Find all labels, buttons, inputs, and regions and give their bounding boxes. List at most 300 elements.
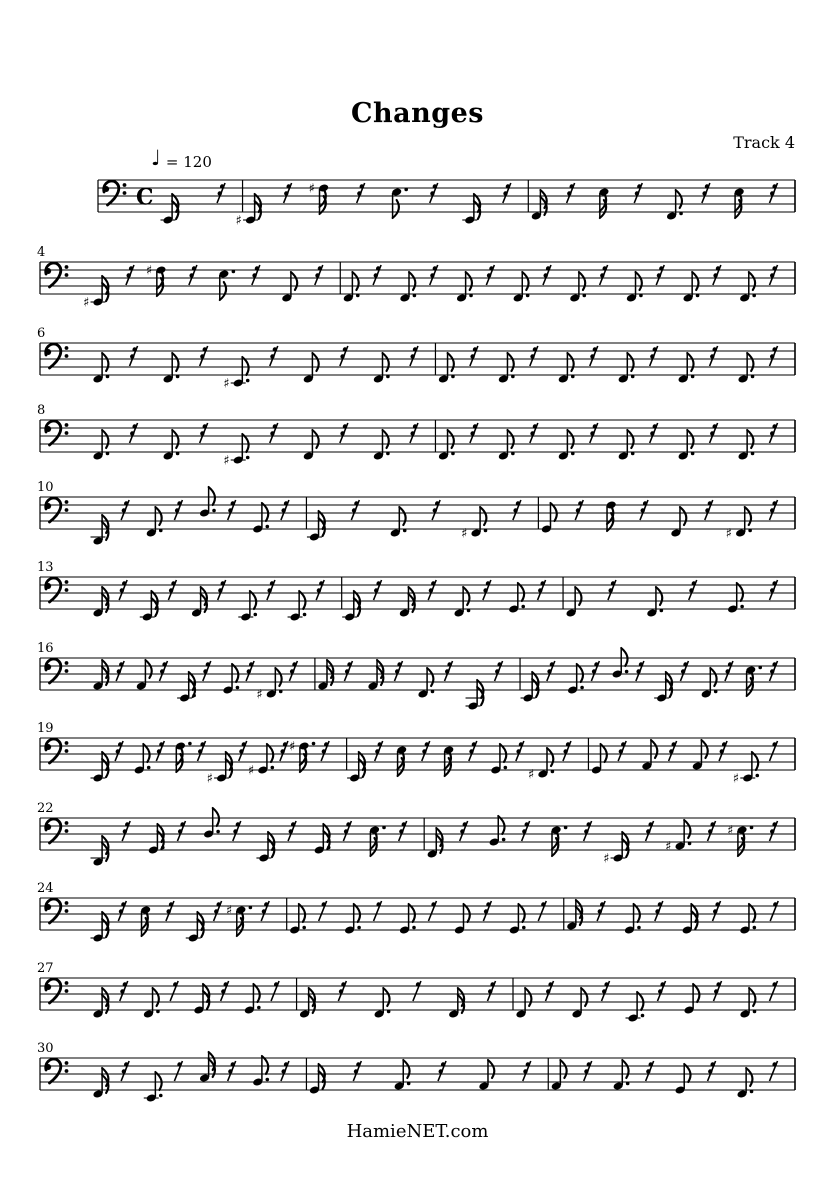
augmentation-dot bbox=[312, 742, 316, 746]
sixteenth-note-icon bbox=[734, 187, 745, 218]
eighth-note-icon bbox=[558, 353, 575, 384]
augmentation-dot bbox=[302, 926, 306, 930]
clef-curve bbox=[46, 819, 61, 843]
sixteenth-rest-icon bbox=[658, 981, 666, 1001]
sixteenth-rest-icon bbox=[543, 265, 551, 285]
note-flag bbox=[656, 587, 662, 605]
augmentation-dot bbox=[413, 294, 417, 298]
sixteenth-rest-icon bbox=[710, 423, 718, 443]
augmentation-dot bbox=[246, 456, 250, 460]
sixteenth-rest-icon bbox=[200, 423, 208, 443]
note-flag bbox=[466, 272, 472, 290]
augmentation-dot bbox=[188, 742, 192, 746]
sixteenth-rest-icon bbox=[590, 346, 598, 366]
note-flag bbox=[354, 904, 360, 922]
note-flag bbox=[680, 507, 686, 525]
eighth-note-icon bbox=[513, 272, 530, 303]
augmentation-dot bbox=[526, 294, 530, 298]
sixteenth-note-icon bbox=[531, 190, 547, 221]
sixteenth-rest-icon bbox=[503, 183, 511, 203]
staff-system bbox=[37, 961, 795, 1023]
clef-curve bbox=[46, 263, 61, 287]
augmentation-dot bbox=[451, 375, 455, 379]
note-flag bbox=[253, 984, 259, 1002]
sixteenth-note-icon bbox=[226, 904, 252, 937]
eighth-note-icon bbox=[373, 353, 390, 384]
note-flag bbox=[312, 353, 318, 371]
sixteenth-rest-icon bbox=[705, 500, 713, 520]
staff-system bbox=[37, 1041, 795, 1103]
eighth-rest-icon bbox=[770, 981, 778, 1001]
eighth-note-icon bbox=[613, 1060, 630, 1091]
sixteenth-rest-icon bbox=[177, 821, 185, 841]
eighth-note-icon bbox=[438, 353, 455, 384]
note-flag bbox=[143, 744, 149, 762]
sixteenth-note-icon bbox=[566, 900, 582, 931]
sharp-icon: ♯ bbox=[223, 453, 230, 469]
sixteenth-rest-icon bbox=[198, 741, 206, 761]
eighth-note-icon bbox=[478, 1060, 494, 1091]
augmentation-dot bbox=[679, 212, 683, 216]
note-flag bbox=[749, 988, 755, 1006]
sixteenth-rest-icon bbox=[567, 183, 575, 203]
sixteenth-rest-icon bbox=[280, 741, 288, 761]
eighth-rest-icon bbox=[170, 981, 178, 1001]
note-flag bbox=[567, 353, 573, 371]
staff-system bbox=[37, 326, 795, 392]
sharp-icon: ♯ bbox=[145, 263, 153, 279]
augmentation-dot bbox=[752, 294, 756, 298]
sixteenth-rest-icon bbox=[353, 1061, 361, 1081]
staff-system bbox=[37, 721, 795, 787]
sixteenth-rest-icon bbox=[394, 661, 402, 681]
sixteenth-rest-icon bbox=[174, 500, 182, 520]
augmentation-dot bbox=[266, 525, 270, 529]
augmentation-dot bbox=[751, 452, 755, 456]
note-flag bbox=[312, 430, 318, 448]
note-flag bbox=[749, 272, 755, 290]
eighth-note-icon bbox=[626, 992, 645, 1023]
sixteenth-rest-icon bbox=[116, 661, 124, 681]
note-flag bbox=[581, 988, 587, 1006]
note-flag bbox=[155, 507, 161, 525]
note-flag bbox=[275, 668, 281, 686]
note-flag bbox=[507, 353, 513, 371]
eighth-note-icon bbox=[144, 1072, 163, 1103]
bass-clef-icon bbox=[45, 1059, 68, 1083]
clef-curve bbox=[104, 181, 119, 205]
eighth-note-icon bbox=[143, 988, 160, 1019]
augmentation-dot bbox=[750, 826, 754, 830]
eighth-note-icon bbox=[391, 187, 408, 218]
eighth-note-icon bbox=[218, 269, 235, 300]
eighth-note-icon bbox=[163, 353, 180, 384]
augmentation-dot bbox=[412, 926, 416, 930]
eighth-note-icon bbox=[281, 272, 297, 303]
footer-site-label: HamieNET.com bbox=[346, 1121, 489, 1142]
sixteenth-note-icon bbox=[521, 672, 539, 703]
sixteenth-rest-icon bbox=[680, 661, 688, 681]
sixteenth-rest-icon bbox=[470, 423, 478, 443]
clef-dot bbox=[65, 1061, 69, 1065]
sixteenth-rest-icon bbox=[428, 580, 436, 600]
note-flag bbox=[627, 430, 633, 448]
note-flag bbox=[102, 353, 108, 371]
note-flag bbox=[693, 984, 699, 1002]
eighth-note-icon bbox=[390, 507, 407, 538]
sixteenth-rest-icon bbox=[281, 500, 289, 520]
staff-system bbox=[37, 641, 795, 711]
eighth-note-icon bbox=[738, 430, 755, 461]
eighth-note-icon bbox=[223, 434, 249, 469]
note-flag bbox=[209, 487, 215, 505]
sharp-icon: ♯ bbox=[206, 771, 213, 787]
note-flag bbox=[692, 272, 698, 290]
sixteenth-note-icon bbox=[256, 832, 274, 863]
augmentation-dot bbox=[407, 1082, 411, 1086]
note-flag bbox=[145, 660, 151, 678]
sixteenth-note-icon bbox=[551, 825, 568, 856]
sixteenth-rest-icon bbox=[214, 901, 222, 921]
clef-dot bbox=[65, 821, 69, 825]
eighth-note-icon bbox=[516, 988, 532, 1019]
sixteenth-note-icon bbox=[199, 1052, 215, 1083]
note-flag bbox=[403, 1060, 409, 1078]
note-flag bbox=[352, 272, 358, 290]
sixteenth-rest-icon bbox=[270, 423, 278, 443]
note-flag bbox=[622, 1060, 628, 1078]
sharp-icon: ♯ bbox=[527, 767, 535, 783]
sixteenth-rest-icon bbox=[239, 741, 247, 761]
augmentation-dot bbox=[192, 694, 196, 698]
eighth-rest-icon bbox=[428, 901, 436, 921]
sixteenth-rest-icon bbox=[438, 1061, 446, 1081]
augmentation-dot bbox=[216, 830, 220, 834]
augmentation-dot bbox=[156, 1010, 160, 1014]
sixteenth-rest-icon bbox=[316, 580, 324, 600]
sixteenth-note-icon bbox=[309, 1064, 325, 1095]
eighth-note-icon bbox=[626, 272, 643, 303]
augmentation-dot bbox=[404, 188, 408, 192]
eighth-note-icon bbox=[303, 430, 319, 461]
sixteenth-note-icon bbox=[396, 745, 407, 776]
eighth-note-icon bbox=[566, 587, 582, 618]
sixteenth-note-icon bbox=[236, 194, 261, 229]
sixteenth-rest-icon bbox=[770, 580, 778, 600]
clef-dot bbox=[123, 183, 127, 187]
sixteenth-rest-icon bbox=[289, 661, 297, 681]
augmentation-dot bbox=[176, 375, 180, 379]
augmentation-dot bbox=[571, 452, 575, 456]
sixteenth-rest-icon bbox=[770, 821, 778, 841]
augmentation-dot bbox=[750, 1090, 754, 1094]
note-flag bbox=[601, 744, 607, 762]
augmentation-dot bbox=[688, 842, 692, 846]
note-flag bbox=[627, 353, 633, 371]
sixteenth-rest-icon bbox=[233, 821, 241, 841]
note-flag bbox=[575, 587, 581, 605]
augmentation-dot bbox=[580, 686, 584, 690]
sixteenth-rest-icon bbox=[121, 500, 129, 520]
augmentation-dot bbox=[236, 686, 240, 690]
sixteenth-rest-icon bbox=[252, 265, 260, 285]
augmentation-dot bbox=[571, 375, 575, 379]
bass-clef-icon bbox=[45, 899, 68, 923]
clef-dot bbox=[65, 588, 69, 592]
eighth-note-icon bbox=[569, 272, 586, 303]
clef-dot bbox=[65, 981, 69, 985]
eighth-note-icon bbox=[738, 353, 755, 384]
augmentation-dot bbox=[484, 529, 488, 533]
sixteenth-rest-icon bbox=[284, 183, 292, 203]
sixteenth-rest-icon bbox=[516, 741, 524, 761]
eighth-note-icon bbox=[528, 748, 554, 783]
note-flag bbox=[463, 587, 469, 605]
clef-dot bbox=[65, 901, 69, 905]
staff-system bbox=[37, 881, 795, 943]
sixteenth-rest-icon bbox=[770, 500, 778, 520]
eighth-note-icon bbox=[551, 1060, 567, 1091]
augmentation-dot bbox=[551, 770, 555, 774]
augmentation-dot bbox=[403, 529, 407, 533]
sixteenth-rest-icon bbox=[590, 423, 598, 443]
sixteenth-rest-icon bbox=[321, 741, 329, 761]
sixteenth-rest-icon bbox=[650, 346, 658, 366]
eighth-note-icon bbox=[461, 507, 487, 542]
sharp-icon: ♯ bbox=[247, 763, 255, 779]
note-flag bbox=[547, 748, 553, 766]
note-flag bbox=[637, 992, 643, 1010]
sixteenth-rest-icon bbox=[119, 580, 127, 600]
augmentation-dot bbox=[625, 670, 629, 674]
augmentation-dot bbox=[521, 605, 525, 609]
sixteenth-rest-icon bbox=[689, 580, 697, 600]
clef-dot bbox=[123, 191, 127, 195]
measure-number: 27 bbox=[37, 961, 54, 976]
sixteenth-rest-icon bbox=[217, 183, 225, 203]
sixteenth-rest-icon bbox=[218, 580, 226, 600]
note-flag bbox=[621, 648, 627, 666]
sixteenth-rest-icon bbox=[770, 183, 778, 203]
bass-clef-icon bbox=[45, 819, 68, 843]
sixteenth-rest-icon bbox=[714, 981, 722, 1001]
augmentation-dot bbox=[106, 452, 110, 456]
augmentation-dot bbox=[249, 906, 253, 910]
eighth-note-icon bbox=[238, 591, 257, 622]
sixteenth-rest-icon bbox=[246, 661, 254, 681]
clef-dot bbox=[65, 741, 69, 745]
bass-clef-icon bbox=[103, 181, 126, 205]
sixteenth-rest-icon bbox=[288, 821, 296, 841]
sixteenth-note-icon bbox=[93, 1068, 109, 1099]
staff-system bbox=[37, 245, 795, 311]
eighth-note-icon bbox=[678, 353, 695, 384]
sixteenth-rest-icon bbox=[445, 661, 453, 681]
sixteenth-note-icon bbox=[745, 665, 762, 696]
eighth-note-icon bbox=[93, 353, 110, 384]
sixteenth-rest-icon bbox=[708, 821, 716, 841]
note-flag bbox=[427, 668, 433, 686]
note-flag bbox=[577, 664, 583, 682]
sixteenth-note-icon bbox=[443, 745, 454, 776]
eighth-note-icon bbox=[701, 668, 718, 699]
clef-curve bbox=[46, 739, 61, 763]
sixteenth-rest-icon bbox=[373, 265, 381, 285]
note-flag bbox=[480, 507, 486, 525]
note-flag bbox=[399, 507, 405, 525]
clef-dot bbox=[65, 749, 69, 753]
clef-dot bbox=[65, 1069, 69, 1073]
note-flag bbox=[684, 820, 690, 838]
note-flag bbox=[172, 430, 178, 448]
bass-clef-icon bbox=[45, 578, 68, 602]
sixteenth-rest-icon bbox=[713, 901, 721, 921]
sixteenth-rest-icon bbox=[656, 265, 664, 285]
augmentation-dot bbox=[303, 613, 307, 617]
note-flag bbox=[701, 740, 707, 758]
sixteenth-rest-icon bbox=[547, 661, 555, 681]
sixteenth-note-icon bbox=[399, 587, 415, 618]
augmentation-dot bbox=[327, 846, 331, 850]
sixteenth-rest-icon bbox=[432, 500, 440, 520]
sixteenth-rest-icon bbox=[430, 265, 438, 285]
sixteenth-rest-icon bbox=[200, 346, 208, 366]
sixteenth-rest-icon bbox=[770, 265, 778, 285]
sixteenth-rest-icon bbox=[600, 265, 608, 285]
sharp-icon: ♯ bbox=[732, 771, 740, 787]
bass-clef-icon bbox=[45, 659, 68, 683]
staff-system bbox=[98, 180, 795, 229]
sixteenth-rest-icon bbox=[770, 346, 778, 366]
measure-number: 16 bbox=[37, 641, 54, 656]
augmentation-dot bbox=[631, 375, 635, 379]
sixteenth-rest-icon bbox=[338, 981, 346, 1001]
note-flag bbox=[250, 591, 256, 609]
clef-curve bbox=[46, 899, 61, 923]
sixteenth-rest-icon bbox=[130, 346, 138, 366]
augmentation-dot bbox=[691, 375, 695, 379]
sixteenth-note-icon bbox=[93, 988, 109, 1019]
sixteenth-rest-icon bbox=[159, 661, 167, 681]
clef-dot bbox=[65, 508, 69, 512]
eighth-rest-icon bbox=[174, 1061, 182, 1081]
sixteenth-rest-icon bbox=[115, 741, 123, 761]
augmentation-dot bbox=[511, 375, 515, 379]
sixteenth-rest-icon bbox=[460, 821, 468, 841]
note-flag bbox=[383, 988, 389, 1006]
eighth-rest-icon bbox=[271, 981, 279, 1001]
clef-curve bbox=[46, 1059, 61, 1083]
augmentation-dot bbox=[631, 452, 635, 456]
sixteenth-note-icon bbox=[307, 511, 325, 542]
measure-number: 8 bbox=[37, 403, 46, 418]
note-flag bbox=[746, 1068, 752, 1086]
eighth-note-icon bbox=[454, 587, 471, 618]
measure-number: 13 bbox=[37, 560, 54, 575]
sixteenth-rest-icon bbox=[166, 901, 174, 921]
sixteenth-rest-icon bbox=[374, 580, 382, 600]
note-flag bbox=[636, 272, 642, 290]
eighth-note-icon bbox=[572, 988, 588, 1019]
augmentation-dot bbox=[387, 1010, 391, 1014]
sixteenth-rest-icon bbox=[546, 981, 554, 1001]
note-flag bbox=[687, 353, 693, 371]
sixteenth-rest-icon bbox=[634, 183, 642, 203]
sixteenth-rest-icon bbox=[270, 346, 278, 366]
sixteenth-rest-icon bbox=[483, 901, 491, 921]
bass-clef-icon bbox=[45, 739, 68, 763]
note-flag bbox=[522, 272, 528, 290]
note-flag bbox=[242, 357, 248, 375]
sixteenth-rest-icon bbox=[591, 661, 599, 681]
sixteenth-note-icon bbox=[140, 905, 151, 936]
eighth-note-icon bbox=[136, 660, 152, 691]
augmentation-dot bbox=[753, 926, 757, 930]
sixteenth-rest-icon bbox=[375, 741, 383, 761]
clef-dot bbox=[65, 354, 69, 358]
measure-number: 6 bbox=[37, 326, 46, 341]
eighth-note-icon bbox=[248, 744, 274, 779]
sixteenth-note-icon bbox=[427, 828, 443, 859]
augmentation-dot bbox=[266, 1078, 270, 1082]
eighth-note-icon bbox=[726, 507, 752, 542]
sharp-icon: ♯ bbox=[665, 839, 672, 855]
sixteenth-note-icon bbox=[93, 587, 109, 618]
augmentation-dot bbox=[382, 826, 386, 830]
augmentation-dot bbox=[511, 452, 515, 456]
bass-clef-icon bbox=[45, 344, 68, 368]
eighth-note-icon bbox=[399, 272, 416, 303]
sixteenth-rest-icon bbox=[636, 661, 644, 681]
eighth-rest-icon bbox=[538, 901, 546, 921]
sixteenth-note-icon bbox=[309, 182, 329, 215]
augmentation-dot bbox=[748, 529, 752, 533]
sixteenth-note-icon bbox=[177, 672, 196, 703]
eighth-note-icon bbox=[456, 272, 473, 303]
eighth-rest-icon bbox=[770, 1061, 778, 1081]
augmentation-dot bbox=[758, 666, 762, 670]
sharp-icon: ♯ bbox=[308, 181, 315, 197]
note-flag bbox=[749, 904, 755, 922]
augmentation-dot bbox=[386, 452, 390, 456]
note-flag bbox=[262, 503, 268, 521]
sixteenth-rest-icon bbox=[713, 265, 721, 285]
eighth-note-icon bbox=[163, 430, 180, 461]
sixteenth-note-icon bbox=[161, 194, 179, 225]
sixteenth-rest-icon bbox=[267, 580, 275, 600]
sixteenth-rest-icon bbox=[597, 901, 605, 921]
sharp-icon: ♯ bbox=[460, 526, 468, 542]
sixteenth-note-icon bbox=[193, 984, 209, 1015]
sixteenth-rest-icon bbox=[430, 183, 438, 203]
augmentation-dot bbox=[753, 1010, 757, 1014]
sixteenth-rest-icon bbox=[513, 500, 521, 520]
sixteenth-note-icon bbox=[317, 660, 333, 691]
augmentation-dot bbox=[253, 613, 257, 617]
sixteenth-rest-icon bbox=[168, 580, 176, 600]
note-flag bbox=[299, 591, 305, 609]
sixteenth-rest-icon bbox=[770, 423, 778, 443]
sixteenth-note-icon bbox=[299, 988, 315, 1019]
track-label: Track 4 bbox=[733, 133, 795, 152]
sixteenth-rest-icon bbox=[708, 1061, 716, 1081]
note-flag bbox=[291, 272, 297, 290]
sixteenth-rest-icon bbox=[530, 346, 538, 366]
sixteenth-note-icon bbox=[191, 587, 207, 618]
note-flag bbox=[242, 434, 248, 452]
augmentation-dot bbox=[691, 452, 695, 456]
eighth-note-icon bbox=[558, 430, 575, 461]
